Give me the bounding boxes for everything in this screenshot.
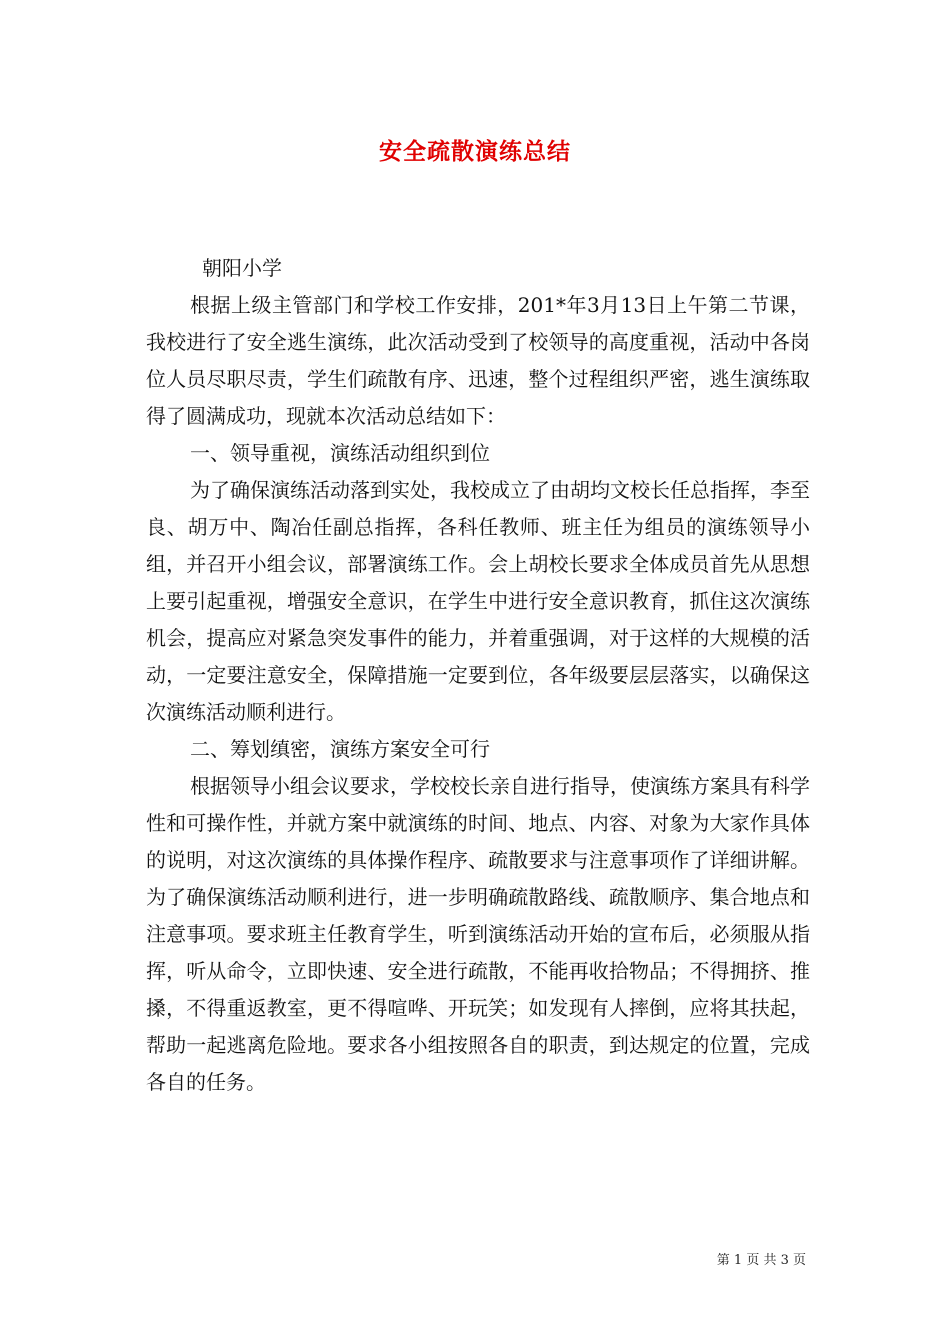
page-indicator: 第 1 页 共 3 页 [716,1253,806,1268]
document-body [146,250,810,1101]
author-line: 朝阳小学 [202,256,282,280]
paragraph-intro: 根据上级主管部门和学校工作安排，201*年3月13日上午第二节课，我校进行了安全逃生演练，此次活动受到了校领导的高度重视，活动中各岗位人员尽职尽责，学生们疏散有序、迅速，整个过程组织严密，逃生演练取得了圆满成功，现就本次活动总结如下： [146,293,810,428]
paragraph-section-1: 为了确保演练活动落到实处，我校成立了由胡均文校长任总指挥，李至良、胡万中、陶冶任副总指挥，各科任教师、班主任为组员的演练领导小组，并召开小组会议，部署演练工作。会上胡校长要求全体成员首先从思想上要引起重视，增强安全意识，在学生中进行安全意识教育，抓住这次演练机会，提高应对紧急突发事件的能力，并着重强调，对于这样的大规模的活动，一定要注意安全，保障措施一定要到位，各年级要层层落实，以确保这次演练活动顺利进行。 [146,478,810,724]
document-title: 安全疏散演练总结 [379,138,571,165]
section-heading-1: 一、领导重视，演练活动组织到位 [190,441,490,465]
paragraph-section-2: 根据领导小组会议要求，学校校长亲自进行指导，使演练方案具有科学性和可操作性，并就方案中就演练的时间、地点、内容、对象为大家作具体的说明，对这次演练的具体操作程序、疏散要求与注意事项作了详细讲解。为了确保演练活动顺利进行，进一步明确疏散路线、疏散顺序、集合地点和注意事项。要求班主任教育学生，听到演练活动开始的宣布后，必须服从指挥，听从命令，立即快速、安全进行疏散，不能再收拾物品；不得拥挤、推搡，不得重返教室，更不得喧哗、开玩笑；如发现有人摔倒，应将其扶起，帮助一起逃离危险地。要求各小组按照各自的职责，到达规定的位置，完成各自的任务。 [146,774,810,1094]
section-heading-2: 二、筹划缜密，演练方案安全可行 [190,737,490,761]
